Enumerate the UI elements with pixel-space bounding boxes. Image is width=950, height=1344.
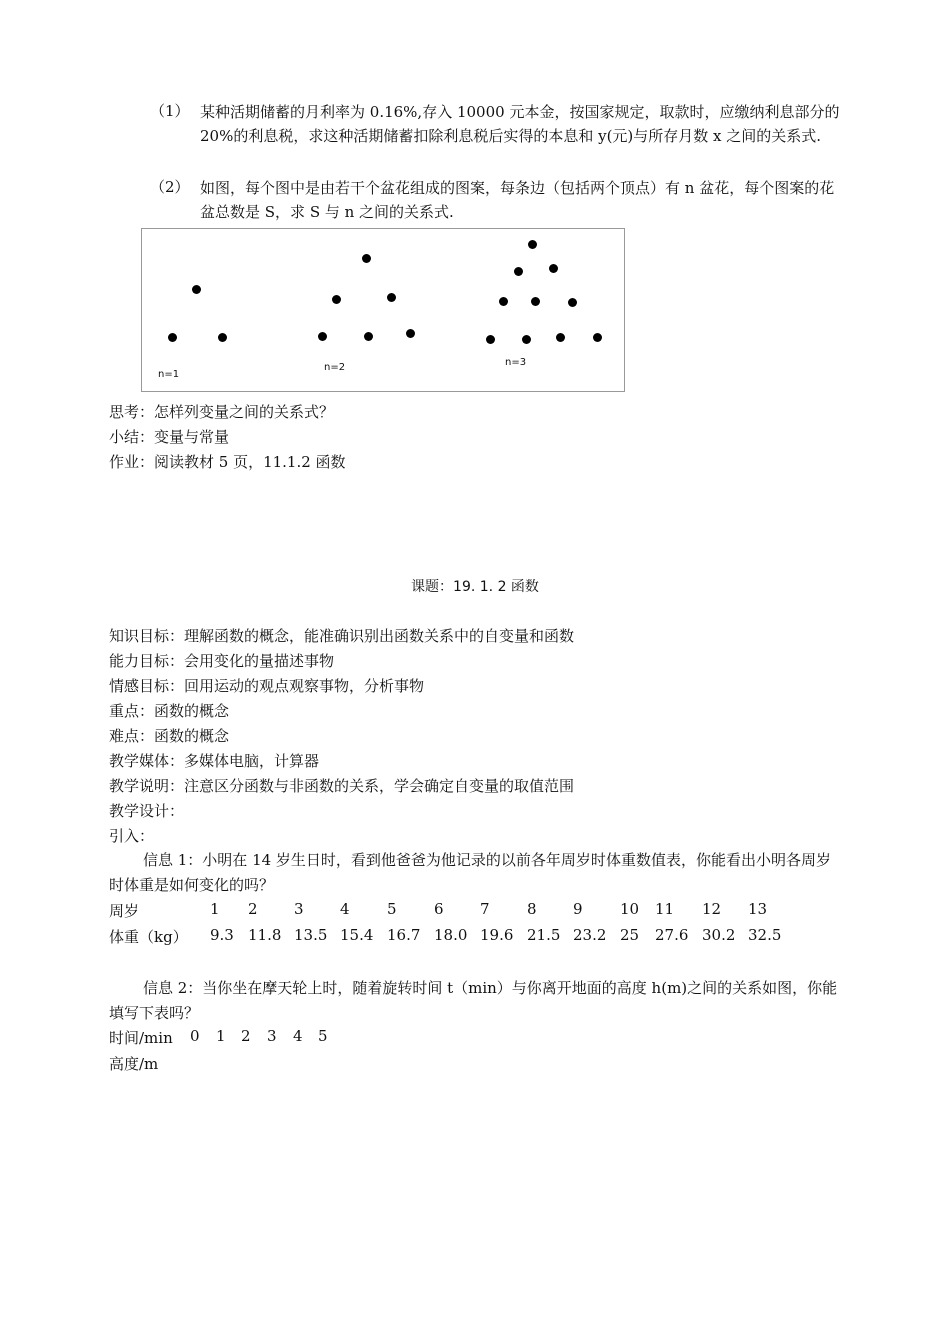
- table2-row1-label: 时间/min: [109, 1029, 173, 1047]
- table1-weight-cell: 32.5: [748, 926, 782, 944]
- lesson-line: 教学说明：注意区分函数与非函数的关系，学会确定自变量的取值范围: [109, 777, 575, 795]
- pot-dot: [332, 295, 341, 304]
- table1-weight-cell: 15.4: [340, 926, 374, 944]
- pot-dot: [318, 332, 327, 341]
- table1-age-cell: 5: [387, 900, 397, 918]
- pot-dot: [406, 329, 415, 338]
- table1-age-cell: 12: [702, 900, 722, 918]
- table1-age-cell: 8: [527, 900, 537, 918]
- pot-dot: [514, 267, 523, 276]
- table1-weight-cell: 16.7: [387, 926, 421, 944]
- info-1-paragraph: 信息 1：小明在 14 岁生日时，看到他爸爸为他记录的以前各年周岁时体重数值表，你能看出小明各周岁时体重是如何变化的吗？: [109, 851, 831, 894]
- pot-dot: [362, 254, 371, 263]
- lesson-title: 课题：19. 1. 2 函数: [411, 579, 539, 595]
- item-1-number: （1）: [150, 102, 190, 120]
- pot-dot: [486, 335, 495, 344]
- pot-dot: [549, 264, 558, 273]
- lesson-line: 重点：函数的概念: [109, 702, 230, 720]
- lesson-line: 情感目标：回用运动的观点观察事物，分析事物: [109, 677, 425, 695]
- lesson-line: 教学媒体：多媒体电脑，计算器: [109, 752, 320, 770]
- table1-weight-cell: 25: [620, 926, 640, 944]
- table2-time-cell: 2: [241, 1027, 251, 1045]
- table1-age-cell: 11: [655, 900, 675, 918]
- figure-label-n2: n=2: [324, 362, 346, 373]
- pot-dot: [387, 293, 396, 302]
- table2-row2-label: 高度/m: [109, 1055, 159, 1073]
- pot-dot: [168, 333, 177, 342]
- pot-dot: [528, 240, 537, 249]
- table1-age-cell: 13: [748, 900, 768, 918]
- table1-age-cell: 9: [573, 900, 583, 918]
- pot-dot: [531, 297, 540, 306]
- table1-weight-cell: 30.2: [702, 926, 736, 944]
- pot-dot: [522, 335, 531, 344]
- pot-dot: [218, 333, 227, 342]
- table1-weight-cell: 9.3: [210, 926, 234, 944]
- table1-weight-cell: 23.2: [573, 926, 607, 944]
- note-summary: 小结：变量与常量: [109, 428, 230, 446]
- table1-age-cell: 2: [248, 900, 258, 918]
- item-2-number: （2）: [150, 178, 190, 196]
- table2-time-cell: 1: [216, 1027, 226, 1045]
- table2-time-cell: 3: [267, 1027, 277, 1045]
- item-2-text: 如图，每个图中是由若干个盆花组成的图案，每条边（包括两个顶点）有 n 盆花，每个图案的花盆总数是 S，求 S 与 n 之间的关系式.: [200, 179, 835, 221]
- lesson-line: 引入：: [109, 827, 155, 845]
- note-think: 思考：怎样列变量之间的关系式？: [109, 403, 335, 421]
- table1-weight-cell: 19.6: [480, 926, 514, 944]
- pot-dot: [556, 333, 565, 342]
- table1-weight-cell: 21.5: [527, 926, 561, 944]
- item-1-text: 某种活期储蓄的月利率为 0.16%,存入 10000 元本金，按国家规定，取款时，应缴纳利息部分的 20%的利息税，求这种活期储蓄扣除利息税后实得的本息和 y(元)与所存月数 x 之间的关系式.: [200, 103, 840, 145]
- table1-age-cell: 3: [294, 900, 304, 918]
- info-2-paragraph: 信息 2：当你坐在摩天轮上时，随着旋转时间 t（min）与你离开地面的高度 h(m)之间的关系如图，你能填写下表吗？: [109, 979, 838, 1022]
- table1-row1-label: 周岁: [109, 902, 140, 920]
- note-homework: 作业：阅读教材 5 页，11.1.2 函数: [109, 453, 346, 471]
- figure-label-n1: n=1: [158, 369, 180, 380]
- pot-dot: [499, 297, 508, 306]
- lesson-line: 难点：函数的概念: [109, 727, 230, 745]
- table1-weight-cell: 27.6: [655, 926, 689, 944]
- lesson-line: 知识目标：理解函数的概念，能准确识别出函数关系中的自变量和函数: [109, 627, 575, 645]
- lesson-line: 教学设计：: [109, 802, 185, 820]
- figure-label-n3: n=3: [505, 357, 527, 368]
- table1-age-cell: 6: [434, 900, 444, 918]
- table1-age-cell: 7: [480, 900, 490, 918]
- table1-weight-cell: 11.8: [248, 926, 282, 944]
- table1-weight-cell: 13.5: [294, 926, 328, 944]
- table1-age-cell: 10: [620, 900, 640, 918]
- table2-time-cell: 5: [318, 1027, 328, 1045]
- pot-dot: [192, 285, 201, 294]
- flower-pot-figure: [141, 228, 625, 392]
- table2-time-cell: 4: [293, 1027, 303, 1045]
- table1-weight-cell: 18.0: [434, 926, 468, 944]
- table2-time-cell: 0: [190, 1027, 200, 1045]
- table1-age-cell: 4: [340, 900, 350, 918]
- pot-dot: [593, 333, 602, 342]
- table1-age-cell: 1: [210, 900, 220, 918]
- table1-row2-label: 体重（kg）: [109, 928, 188, 946]
- pot-dot: [568, 298, 577, 307]
- pot-dot: [364, 332, 373, 341]
- lesson-line: 能力目标：会用变化的量描述事物: [109, 652, 335, 670]
